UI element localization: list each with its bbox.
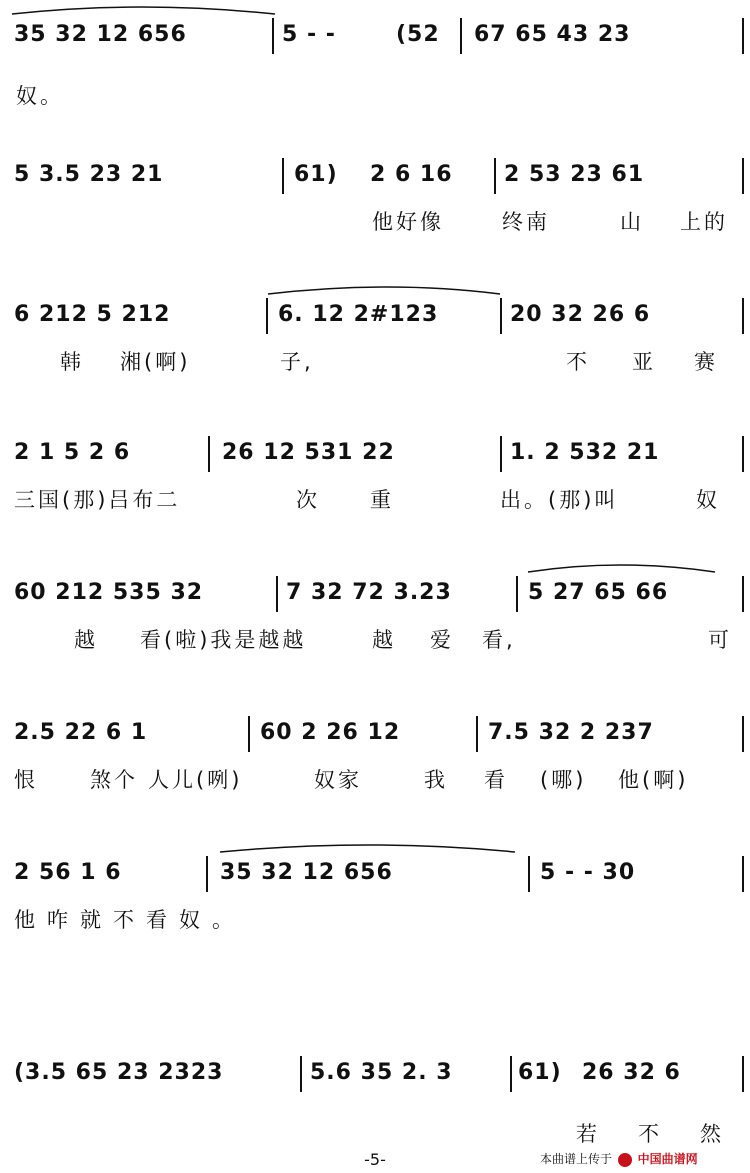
- measure: 5 27 65 66: [528, 580, 669, 605]
- lyric: 次: [296, 488, 320, 512]
- barline: [742, 576, 744, 612]
- measure: 5.6 35 2. 3: [310, 1060, 453, 1085]
- notes-row: [0, 558, 750, 618]
- lyric: 出。(那)叫: [500, 488, 619, 512]
- lyrics-row: [0, 206, 750, 246]
- measure: (3.5 65 23 2323: [14, 1060, 224, 1085]
- lyric: 他(啊): [618, 768, 689, 792]
- notes-row: [0, 140, 750, 200]
- barline: [300, 1056, 302, 1092]
- barline: [742, 436, 744, 472]
- measure: 5 - - 30: [540, 860, 636, 885]
- lyrics-row: [0, 764, 750, 804]
- barline: [460, 18, 462, 54]
- lyric: 韩: [60, 350, 84, 374]
- notes-row: [0, 0, 750, 60]
- lyric: 亚: [632, 350, 656, 374]
- measure: 2.5 22 6 1: [14, 720, 148, 745]
- barline: [282, 158, 284, 194]
- lyric: 看,: [482, 628, 516, 652]
- barline: [742, 18, 744, 54]
- lyrics-row: [0, 904, 750, 944]
- measure: 35 32 12 656: [14, 22, 187, 47]
- barline: [500, 436, 502, 472]
- measure: 7.5 32 2 237: [488, 720, 654, 745]
- site-logo-icon: [618, 1153, 632, 1167]
- lyric: 越: [372, 628, 396, 652]
- lyric: 赛: [694, 350, 718, 374]
- lyric: 子,: [280, 350, 314, 374]
- score-line-8: [0, 978, 750, 1146]
- lyrics-row: [0, 80, 750, 120]
- barline: [742, 1056, 744, 1092]
- lyric: 重: [370, 488, 394, 512]
- barline: [500, 298, 502, 334]
- measure: 2 53 23 61: [504, 162, 645, 187]
- lyric: 他咋就不看奴。: [14, 908, 245, 932]
- lyric: 山: [620, 210, 644, 234]
- lyric: 三国(那)吕布二: [14, 488, 181, 512]
- lyric: 若: [576, 1122, 600, 1146]
- measure: 2 1 5 2 6: [14, 440, 131, 465]
- barline: [494, 158, 496, 194]
- watermark-credit: [540, 1150, 745, 1170]
- barline: [476, 716, 478, 752]
- measure: 26 12 531 22: [222, 440, 395, 465]
- lyric: 不: [638, 1122, 662, 1146]
- lyric: (哪): [540, 768, 587, 792]
- score-line-5: [0, 558, 750, 698]
- score-line-3: [0, 280, 750, 420]
- lyric: 爱: [430, 628, 454, 652]
- lyric: 奴。: [16, 84, 64, 108]
- score-line-4: [0, 418, 750, 558]
- barline: [742, 856, 744, 892]
- lyric: 人儿(咧): [148, 768, 243, 792]
- measure: 60 212 535 32: [14, 580, 204, 605]
- score-line-1: [0, 0, 750, 140]
- barline: [742, 298, 744, 334]
- barline: [248, 716, 250, 752]
- lyric: 不: [566, 350, 590, 374]
- score-line-6: [0, 698, 750, 838]
- measure: 6 212 5 212: [14, 302, 171, 327]
- score-line-7: [0, 838, 750, 978]
- measure: (52: [396, 22, 440, 47]
- lyric: 煞个: [90, 768, 138, 792]
- notes-row: [0, 280, 750, 340]
- measure: 5 3.5 23 21: [14, 162, 164, 187]
- lyric: 看(啦)我是越越: [140, 628, 307, 652]
- barline: [272, 18, 274, 54]
- lyrics-row: [0, 346, 750, 386]
- lyric: 看: [484, 768, 508, 792]
- measure: 26 32 6: [582, 1060, 681, 1085]
- site-name[interactable]: 中国曲谱网: [637, 1152, 698, 1166]
- lyric: 奴家: [314, 768, 362, 792]
- measure: 6. 12 2#123: [278, 302, 439, 327]
- credit-text: 本曲谱上传于: [540, 1152, 613, 1166]
- barline: [206, 856, 208, 892]
- measure: 35 32 12 656: [220, 860, 393, 885]
- lyric: 湘(啊): [120, 350, 191, 374]
- measure: 1. 2 532 21: [510, 440, 660, 465]
- measure: 61): [294, 162, 338, 187]
- lyrics-row: [0, 484, 750, 524]
- measure: 2 56 1 6: [14, 860, 122, 885]
- notes-row: [0, 1038, 750, 1098]
- barline: [276, 576, 278, 612]
- notes-row: [0, 838, 750, 898]
- barline: [266, 298, 268, 334]
- lyric: 终南: [502, 210, 550, 234]
- lyric: 奴: [696, 488, 720, 512]
- measure: 67 65 43 23: [474, 22, 631, 47]
- score-line-2: [0, 140, 750, 280]
- measure: 61): [518, 1060, 562, 1085]
- measure: 7 32 72 3.23: [286, 580, 452, 605]
- notes-row: [0, 418, 750, 478]
- barline: [742, 716, 744, 752]
- barline: [510, 1056, 512, 1092]
- notes-row: [0, 698, 750, 758]
- lyric: 恨: [14, 768, 38, 792]
- lyric: 上的: [680, 210, 728, 234]
- measure: 5 - -: [282, 22, 336, 47]
- measure: 2 6 16: [370, 162, 453, 187]
- barline: [528, 856, 530, 892]
- page-number: -5-: [364, 1150, 386, 1169]
- barline: [516, 576, 518, 612]
- barline: [208, 436, 210, 472]
- lyric: 越: [74, 628, 98, 652]
- lyric: 我: [424, 768, 448, 792]
- lyric: 他好像: [372, 210, 444, 234]
- measure: 20 32 26 6: [510, 302, 651, 327]
- lyric: 然: [700, 1122, 724, 1146]
- lyrics-row: [0, 624, 750, 664]
- lyric: 可: [708, 628, 732, 652]
- barline: [742, 158, 744, 194]
- measure: 60 2 26 12: [260, 720, 401, 745]
